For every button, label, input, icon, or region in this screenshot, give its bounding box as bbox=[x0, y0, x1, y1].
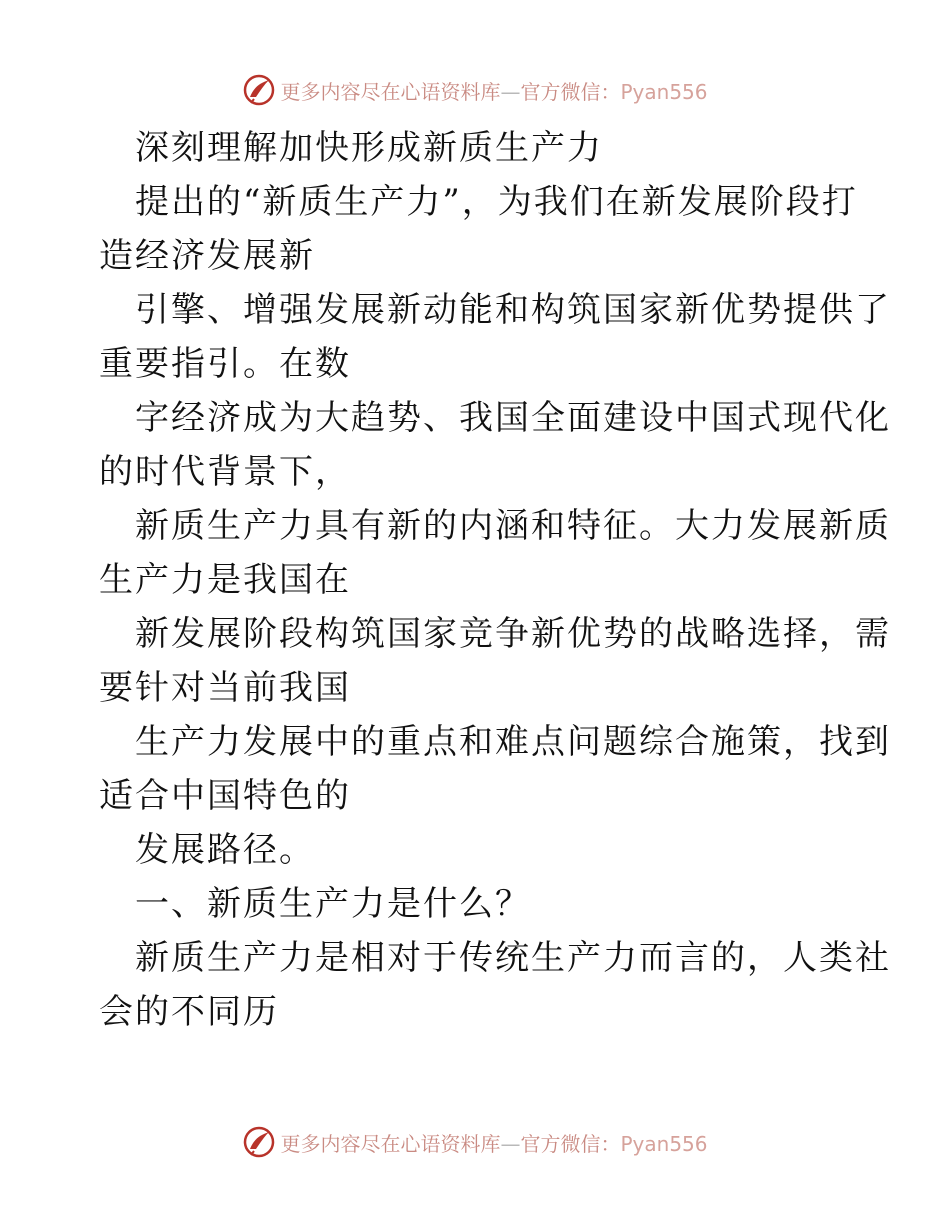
section-heading: 一、新质生产力是什么？ bbox=[135, 884, 531, 924]
text-line: 造经济发展新 bbox=[99, 236, 315, 276]
text-line: 的时代背景下， bbox=[99, 452, 351, 492]
text-line: 适合中国特色的 bbox=[99, 776, 351, 816]
text-line: 重要指引。在数 bbox=[99, 344, 351, 384]
text-line: 新质生产力是相对于传统生产力而言的，人类社 bbox=[135, 938, 891, 978]
document-body bbox=[99, 121, 891, 1039]
text-line: 提出的“新质生产力”，为我们在新发展阶段打 bbox=[135, 182, 858, 222]
text-line: 发展路径。 bbox=[135, 830, 315, 870]
text-line: 深刻理解加快形成新质生产力 bbox=[135, 128, 603, 168]
text-line: 要针对当前我国 bbox=[99, 668, 351, 708]
text-line: 会的不同历 bbox=[99, 992, 279, 1032]
watermark-text: 更多内容尽在心语资料库—官方微信：Pyan556 bbox=[280, 1131, 708, 1156]
text-line: 新质生产力具有新的内涵和特征。大力发展新质 bbox=[135, 506, 891, 546]
text-line: 引擎、增强发展新动能和构筑国家新优势提供了 bbox=[135, 290, 891, 330]
text-line: 字经济成为大趋势、我国全面建设中国式现代化 bbox=[135, 398, 891, 438]
watermark-text: 更多内容尽在心语资料库—官方微信：Pyan556 bbox=[280, 79, 708, 104]
text-line: 生产力是我国在 bbox=[99, 560, 351, 600]
flame-quill-logo-icon bbox=[242, 1125, 276, 1159]
text-line: 新发展阶段构筑国家竞争新优势的战略选择，需 bbox=[135, 614, 891, 654]
footer-watermark bbox=[0, 1122, 950, 1162]
header-watermark bbox=[0, 70, 950, 110]
flame-quill-logo-icon bbox=[242, 73, 276, 107]
text-line: 生产力发展中的重点和难点问题综合施策，找到 bbox=[135, 722, 891, 762]
